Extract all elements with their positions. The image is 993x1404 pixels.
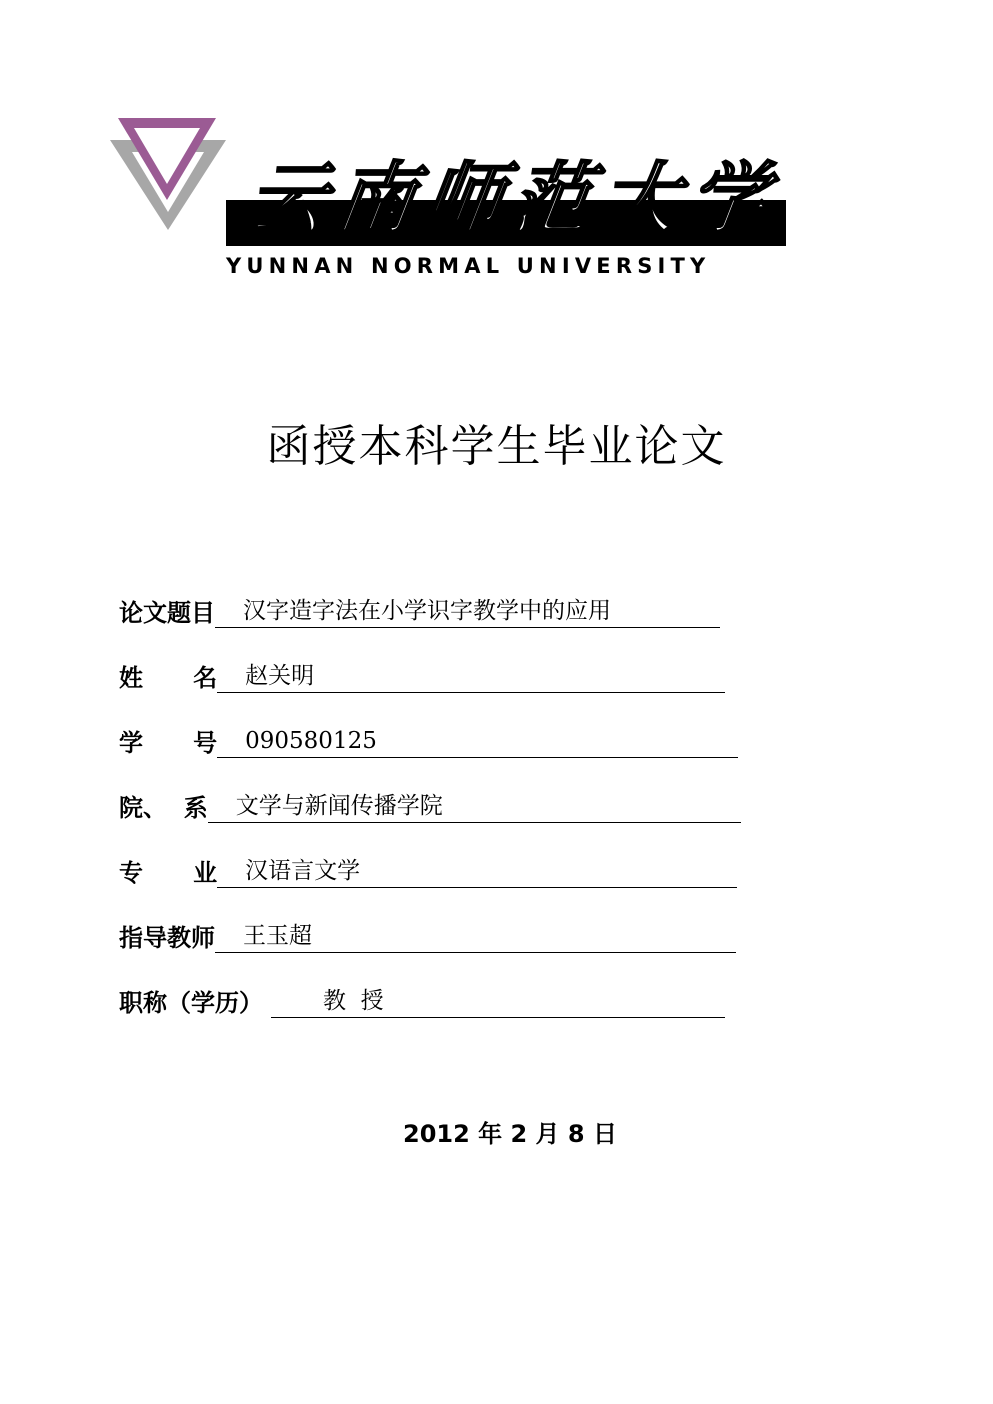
field-major-label: 专 业 bbox=[119, 859, 218, 887]
field-advisor-title-value: 教 授 bbox=[271, 986, 725, 1018]
university-logo bbox=[108, 116, 798, 286]
document-date: 2012 年 2 月 8 日 bbox=[403, 1120, 617, 1148]
document-title: 函授本科学生毕业论文 bbox=[266, 421, 727, 472]
university-emblem-icon bbox=[108, 116, 228, 236]
field-student-id-label: 学 号 bbox=[119, 729, 218, 757]
field-department bbox=[119, 789, 741, 823]
field-advisor-title-label: 职称（学历） bbox=[119, 989, 263, 1017]
logo-chinese-name: 云南师范大学 bbox=[241, 154, 783, 245]
field-major bbox=[119, 854, 737, 888]
field-topic bbox=[119, 594, 720, 628]
field-department-label: 院、 系 bbox=[119, 794, 208, 822]
field-name bbox=[119, 659, 725, 693]
field-advisor bbox=[119, 919, 736, 953]
field-student-id bbox=[119, 724, 738, 758]
field-advisor-value: 王玉超 bbox=[215, 921, 736, 953]
field-name-value: 赵关明 bbox=[217, 661, 725, 693]
field-advisor-label: 指导教师 bbox=[119, 924, 215, 952]
logo-english-name: YUNNAN NORMAL UNIVERSITY bbox=[226, 254, 711, 278]
field-topic-label: 论文题目 bbox=[119, 599, 215, 627]
field-topic-value: 汉字造字法在小学识字教学中的应用 bbox=[215, 596, 720, 628]
field-major-value: 汉语言文学 bbox=[217, 856, 737, 888]
field-name-label: 姓 名 bbox=[119, 664, 218, 692]
field-advisor-title bbox=[119, 984, 725, 1018]
field-student-id-value: 090580125 bbox=[217, 726, 738, 758]
field-department-value: 文学与新闻传播学院 bbox=[208, 791, 741, 823]
